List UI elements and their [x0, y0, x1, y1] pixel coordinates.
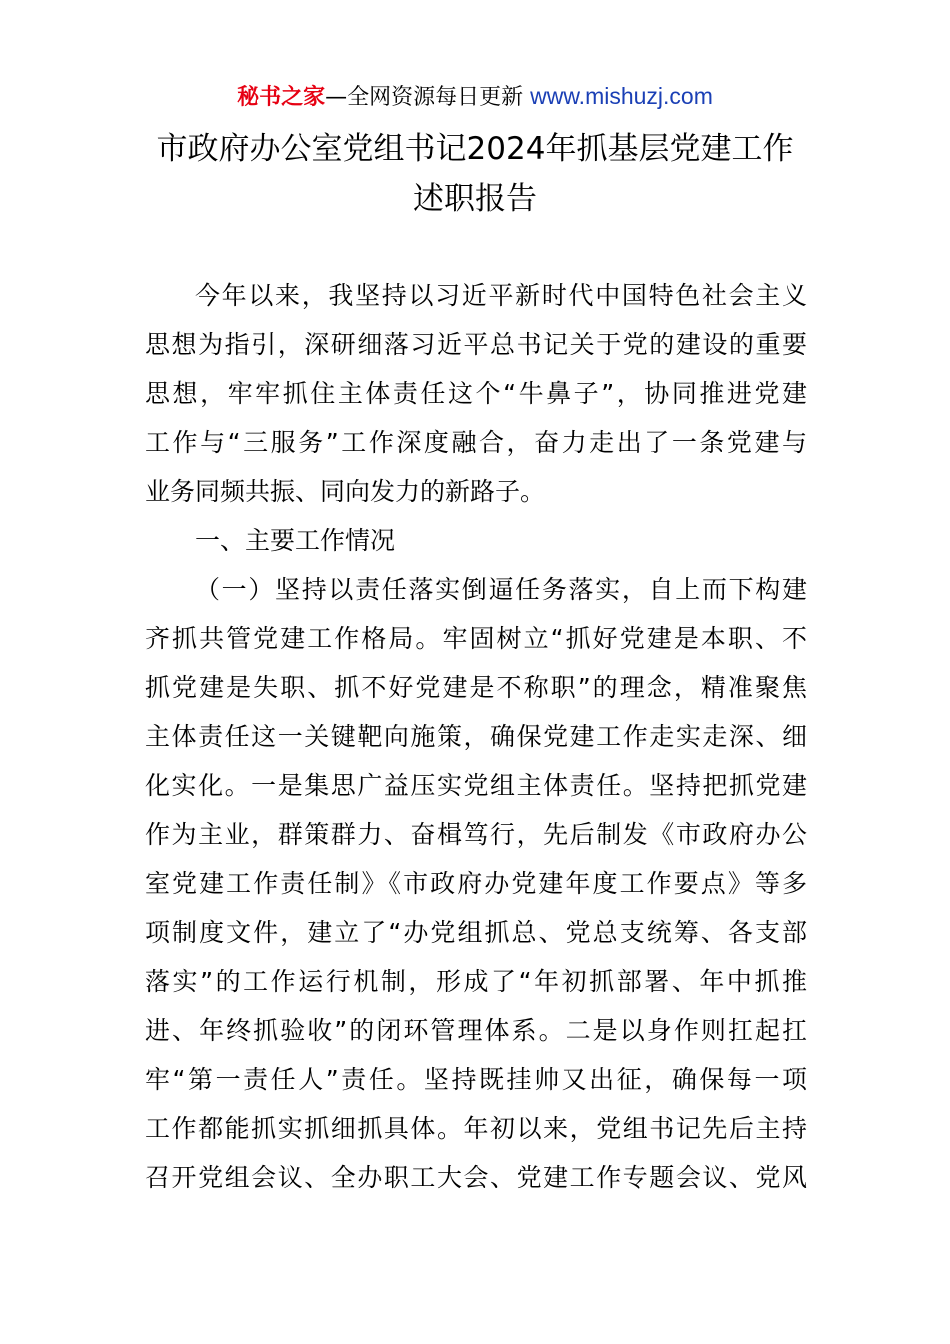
section-heading: 一、主要工作情况 [195, 526, 396, 555]
paragraph-line: 抓党建是失职、抓不好党建是不称职”的理念，精准聚焦 [145, 673, 807, 702]
header-tagline: —全网资源每日更新 [325, 85, 524, 110]
report-body [145, 271, 807, 1202]
paragraph-line: 进、年终抓验收”的闭环管理体系。二是以身作则扛起扛 [145, 1016, 807, 1045]
title-line-1: 市政府办公室党组书记2024年抓基层党建工作 [156, 131, 794, 167]
brand-name: 秘书之家 [237, 85, 326, 110]
paragraph-line: 今年以来，我坚持以习近平新时代中国特色社会主义 [195, 281, 807, 310]
paragraph-line: （一）坚持以责任落实倒逼任务落实，自上而下构建 [195, 575, 807, 604]
paragraph-line: 作为主业，群策群力、奋楫笃行，先后制发《市政府办公 [145, 820, 807, 849]
paragraph-line: 业务同频共振、同向发力的新路子。 [145, 477, 546, 506]
site-header [0, 80, 950, 114]
paragraph-line: 化实化。一是集思广益压实党组主体责任。坚持把抓党建 [145, 771, 807, 800]
paragraph-line: 牢“第一责任人”责任。坚持既挂帅又出征，确保每一项 [145, 1065, 807, 1094]
paragraph-line: 室党建工作责任制》《市政府办党建年度工作要点》等多 [145, 869, 807, 898]
paragraph-line: 思想为指引，深研细落习近平总书记关于党的建设的重要 [145, 330, 807, 359]
title-line-2: 述职报告 [413, 181, 537, 217]
paragraph-line: 召开党组会议、全办职工大会、党建工作专题会议、党风 [145, 1163, 807, 1192]
document-title [120, 124, 830, 224]
paragraph-line: 项制度文件，建立了“办党组抓总、党总支统筹、各支部 [145, 918, 807, 947]
paragraph-line: 思想，牢牢抓住主体责任这个“牛鼻子”，协同推进党建 [145, 379, 807, 408]
paragraph-line: 工作都能抓实抓细抓具体。年初以来，党组书记先后主持 [145, 1114, 807, 1143]
paragraph-line: 主体责任这一关键靶向施策，确保党建工作走实走深、细 [145, 722, 807, 751]
paragraph-line: 齐抓共管党建工作格局。牢固树立“抓好党建是本职、不 [145, 624, 807, 653]
site-link[interactable]: www.mishuzj.com [530, 83, 713, 109]
paragraph-line: 工作与“三服务”工作深度融合，奋力走出了一条党建与 [145, 428, 807, 457]
paragraph-line: 落实”的工作运行机制，形成了“年初抓部署、年中抓推 [145, 967, 807, 996]
